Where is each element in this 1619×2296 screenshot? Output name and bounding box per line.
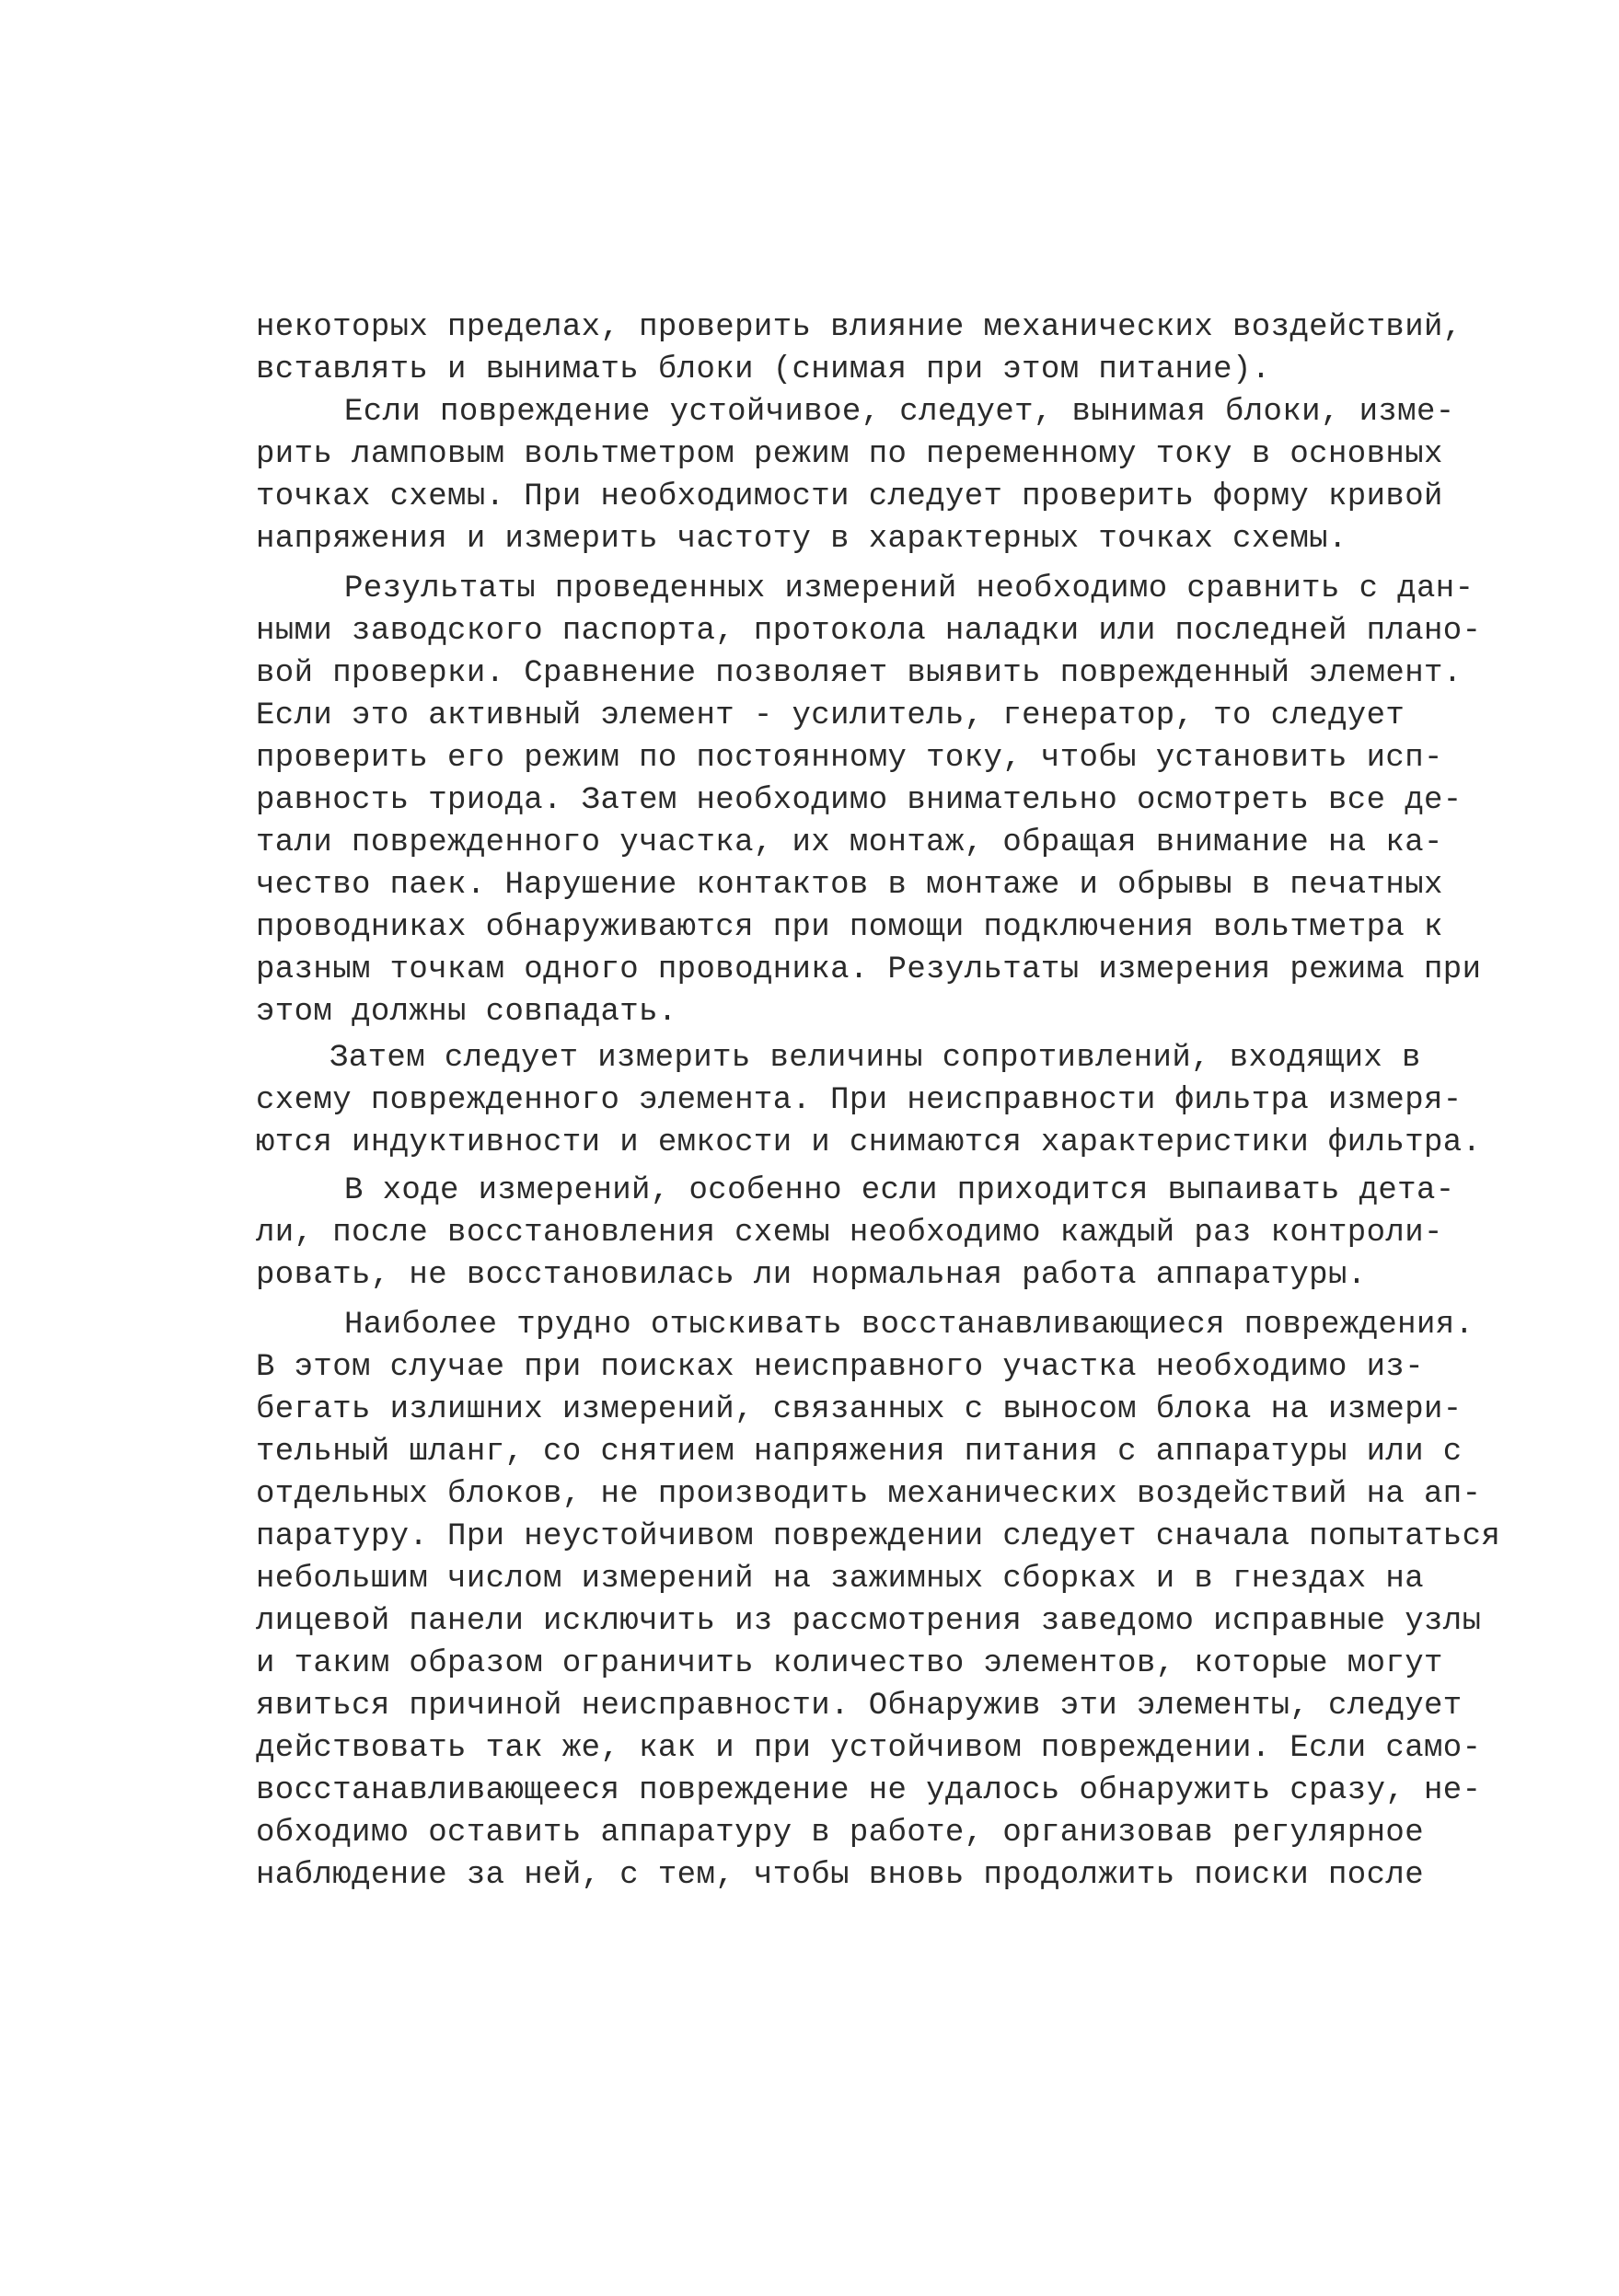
text-line: Затем следует измерить величины сопротивлений, входящих в [330,1041,1421,1076]
text-line: вой проверки. Сравнение позволяет выявить поврежденный элемент. [256,656,1463,691]
text-line: ли, после восстановления схемы необходимо каждый раз контроли- [256,1216,1443,1251]
text-line: чество паек. Нарушение контактов в монтаже и обрывы в печатных [256,868,1443,903]
text-line: обходимо оставить аппаратуру в работе, организовав регулярное [256,1816,1425,1851]
text-line: Результаты проведенных измерений необходимо сравнить с дан- [344,571,1474,606]
text-line: Если это активный элемент - усилитель, генератор, то следует [256,698,1405,733]
text-line: В этом случае при поисках неисправного участка необходимо из- [256,1350,1425,1385]
text-line: рить ламповым вольтметром режим по переменному току в основных [256,437,1443,472]
text-line: действовать так же, как и при устойчивом повреждении. Если само- [256,1731,1482,1766]
text-line: Если повреждение устойчивое, следует, вынимая блоки, изме- [344,395,1455,430]
text-line: тали поврежденного участка, их монтаж, обращая внимание на ка- [256,825,1443,860]
text-line: наблюдение за ней, с тем, чтобы вновь продолжить поиски после [256,1858,1425,1893]
text-line: некоторых пределах, проверить влияние механических воздействий, [256,310,1463,345]
text-line: проверить его режим по постоянному току, чтобы установить исп- [256,741,1443,776]
text-line: тельный шланг, со снятием напряжения питания с аппаратуры или с [256,1435,1463,1470]
text-line: В ходе измерений, особенно если приходится выпаивать дета- [344,1173,1455,1208]
text-line: ными заводского паспорта, протокола наладки или последней плано- [256,614,1482,649]
text-line: ются индуктивности и емкости и снимаются характеристики фильтра. [256,1125,1482,1160]
text-line: схему поврежденного элемента. При неисправности фильтра измеря- [256,1083,1463,1118]
text-line: восстанавливающееся повреждение не удалось обнаружить сразу, не- [256,1773,1482,1808]
text-line: Наиболее трудно отыскивать восстанавливающиеся повреждения. [344,1308,1474,1343]
text-line: лицевой панели исключить из рассмотрения заведомо исправные узлы [256,1604,1482,1639]
text-line: отдельных блоков, не производить механических воздействий на ап- [256,1477,1482,1512]
text-line: и таким образом ограничить количество элементов, которые могут [256,1646,1443,1681]
text-line: небольшим числом измерений на зажимных сборках и в гнездах на [256,1562,1425,1597]
text-line: паратуру. При неустойчивом повреждении следует сначала попытаться [256,1519,1501,1554]
text-line: точках схемы. При необходимости следует проверить форму кривой [256,479,1443,514]
text-line: напряжения и измерить частоту в характерных точках схемы. [256,522,1347,557]
text-line: этом должны совпадать. [256,995,677,1030]
text-line: вставлять и вынимать блоки (снимая при этом питание). [256,352,1271,387]
text-line: бегать излишних измерений, связанных с выносом блока на измери- [256,1392,1463,1427]
text-line: равность триода. Затем необходимо внимательно осмотреть все де- [256,783,1463,818]
text-line: разным точкам одного проводника. Результаты измерения режима при [256,952,1482,987]
text-line: проводниках обнаруживаются при помощи подключения вольтметра к [256,910,1443,945]
text-line: явиться причиной неисправности. Обнаружив эти элементы, следует [256,1689,1463,1724]
text-line: ровать, не восстановилась ли нормальная работа аппаратуры. [256,1258,1367,1293]
